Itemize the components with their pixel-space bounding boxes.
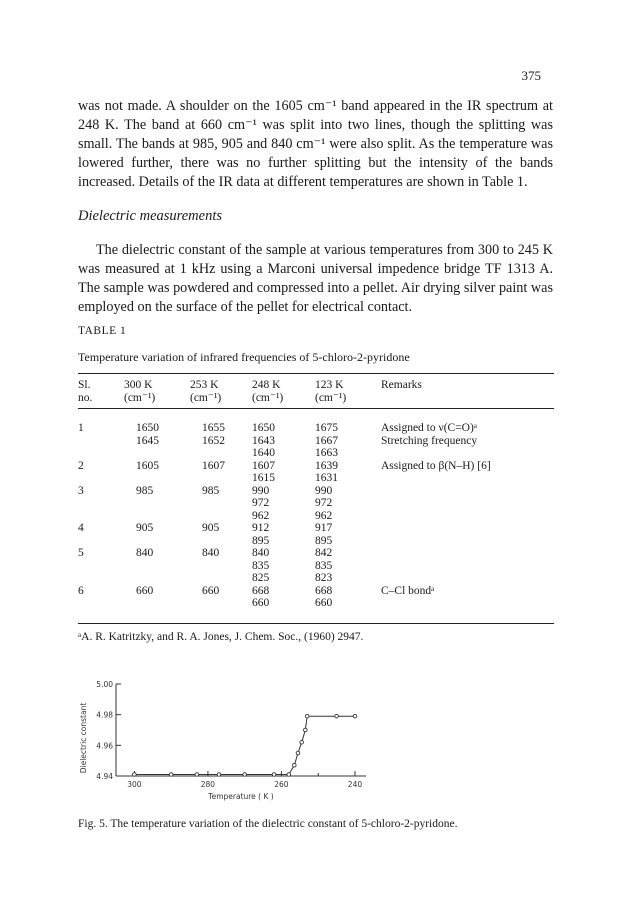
table-caption: Temperature variation of infrared frequencies of 5-chloro-2-pyridone (78, 350, 410, 364)
serial-number-cell: 4 (78, 522, 84, 534)
serial-number-cell: 1 (78, 422, 84, 434)
serial-number-cell (78, 497, 124, 510)
serial-number-cell (78, 447, 124, 460)
y-tick-label: 5.00 (96, 680, 113, 689)
table-row (78, 560, 554, 573)
frequency-cell: 962 (315, 509, 333, 522)
ir-frequency-table (78, 379, 554, 610)
remarks-cell (381, 535, 554, 548)
frequency-cell: 840 (202, 547, 220, 559)
remarks-cell: Assigned to ν(C=O)ᵃ (381, 422, 477, 434)
frequency-cell (124, 447, 190, 460)
frequency-cell: 1607 (252, 459, 275, 472)
table-row (78, 485, 554, 498)
series-line (134, 716, 355, 774)
data-point (353, 714, 357, 718)
data-point (243, 773, 247, 777)
table-row (78, 510, 554, 523)
frequency-cell: 905 (136, 522, 154, 534)
frequency-cell: 917 (315, 522, 333, 534)
frequency-cell: 1663 (315, 447, 338, 459)
remarks-cell (381, 485, 554, 498)
remarks-cell (381, 572, 554, 585)
serial-number-cell: 2 (78, 459, 84, 472)
y-tick-label: 4.98 (96, 710, 113, 720)
frequency-cell (190, 560, 252, 573)
data-point (217, 773, 221, 777)
serial-number-cell (78, 535, 124, 548)
data-point (287, 773, 291, 777)
frequency-cell: 668 (252, 584, 270, 597)
frequency-cell: 1640 (252, 447, 275, 459)
table-footnote: ᵃA. R. Katritzky, and R. A. Jones, J. Chem. Soc., (1960) 2947. (78, 631, 364, 643)
remarks-cell (381, 510, 554, 523)
serial-number-cell (78, 597, 124, 610)
serial-number-cell: 6 (78, 584, 84, 597)
data-point (304, 728, 308, 732)
column-header: 253 K (cm⁻¹) (190, 379, 222, 404)
frequency-cell: 1639 (315, 459, 338, 472)
frequency-cell: 1650 (252, 422, 275, 434)
frequency-cell: 823 (315, 572, 333, 584)
serial-number-cell: 3 (78, 484, 84, 497)
body-paragraph: was not made. A shoulder on the 1605 cm⁻¹ band appeared in the IR spectrum at 248 K. The band at 660 cm⁻¹ was split into two lines, though the splitting was small. The bands at 985, 905 and 840 cm⁻¹ were also split. As the temperature was lowered further, there was no further splitting but the intensity of the bands increased. Details of the IR data at different temperatures are shown in Table 1. (78, 98, 553, 190)
frequency-cell: 660 (136, 584, 154, 597)
table-row (78, 435, 554, 448)
serial-number-cell: 5 (78, 547, 84, 559)
table-row (78, 572, 554, 585)
frequency-cell: 990 (252, 484, 270, 497)
frequency-cell: 972 (315, 497, 333, 509)
frequency-cell: 1605 (136, 459, 159, 472)
x-tick-label: 240 (347, 780, 363, 789)
remarks-cell (381, 560, 554, 573)
x-tick-label: 260 (274, 780, 289, 789)
table-top-rule (78, 373, 554, 374)
frequency-cell: 840 (252, 547, 270, 559)
frequency-cell: 668 (315, 584, 333, 597)
table-row (78, 472, 554, 485)
table-row (78, 497, 554, 510)
dielectric-constant-chart (78, 672, 368, 812)
frequency-cell: 840 (136, 547, 154, 559)
frequency-cell: 962 (252, 509, 270, 522)
frequency-cell (124, 597, 190, 610)
data-point (305, 714, 309, 718)
remarks-cell (381, 447, 554, 460)
frequency-cell: 972 (252, 497, 270, 509)
page-number: 375 (521, 68, 541, 83)
table-row (78, 460, 554, 473)
frequency-cell: 842 (315, 547, 333, 559)
frequency-cell (124, 560, 190, 573)
frequency-cell: 1643 (252, 434, 275, 447)
frequency-cell: 1607 (202, 459, 225, 472)
column-header: Remarks (381, 379, 422, 391)
column-header: Sl. no. (78, 379, 93, 404)
frequency-cell (190, 535, 252, 548)
frequency-cell (190, 472, 252, 485)
table-row (78, 585, 554, 598)
frequency-cell (124, 510, 190, 523)
table-row (78, 535, 554, 548)
remarks-cell: Assigned to β(N–H) [6] (381, 459, 491, 472)
frequency-cell: 912 (252, 522, 270, 534)
frequency-cell: 895 (315, 534, 333, 547)
column-header: 123 K (cm⁻¹) (315, 379, 347, 404)
frequency-cell: 985 (136, 484, 154, 497)
data-point (169, 773, 173, 777)
x-tick-label: 300 (127, 780, 142, 789)
frequency-cell (124, 535, 190, 548)
frequency-cell: 1650 (136, 422, 159, 434)
remarks-cell (381, 597, 554, 610)
frequency-cell (190, 497, 252, 510)
frequency-cell: 1667 (315, 434, 338, 447)
frequency-cell (190, 572, 252, 585)
column-header: 300 K (cm⁻¹) (124, 379, 156, 404)
section-heading: Dielectric measurements (78, 208, 223, 224)
serial-number-cell (78, 572, 124, 585)
frequency-cell: 905 (202, 522, 220, 534)
table-label: TABLE 1 (78, 325, 127, 337)
frequency-cell (124, 472, 190, 485)
serial-number-cell (78, 435, 124, 448)
x-tick-label: 280 (200, 780, 216, 789)
frequency-cell: 1655 (202, 422, 225, 434)
frequency-cell (124, 572, 190, 585)
remarks-cell (381, 522, 554, 535)
table-row (78, 547, 554, 560)
frequency-cell: 660 (315, 597, 333, 609)
frequency-cell (190, 510, 252, 523)
data-point (195, 773, 199, 777)
remarks-cell (381, 472, 554, 485)
table-row (78, 447, 554, 460)
table-header-row (78, 379, 554, 406)
frequency-cell: 835 (252, 559, 270, 572)
frequency-cell: 895 (252, 534, 270, 547)
frequency-cell (190, 447, 252, 460)
table-bottom-rule (78, 623, 554, 624)
frequency-cell: 1645 (136, 434, 159, 447)
remarks-cell (381, 497, 554, 510)
column-header: 248 K (cm⁻¹) (252, 379, 284, 404)
table-row (78, 597, 554, 610)
data-point (272, 773, 276, 777)
data-point (335, 714, 339, 718)
data-point (296, 751, 300, 755)
data-point (293, 763, 297, 767)
table-row (78, 406, 554, 435)
frequency-cell: 985 (202, 484, 220, 497)
remarks-cell (381, 547, 554, 560)
y-tick-label: 4.94 (96, 772, 113, 781)
table-row (78, 522, 554, 535)
y-axis-label: Dielectric constant (79, 702, 88, 774)
frequency-cell: 835 (315, 559, 333, 572)
serial-number-cell (78, 560, 124, 573)
frequency-cell: 1652 (202, 434, 225, 447)
frequency-cell: 1615 (252, 472, 275, 484)
figure-caption: Fig. 5. The temperature variation of the dielectric constant of 5-chloro-2-pyridone. (78, 818, 458, 830)
body-paragraph: The dielectric constant of the sample at various temperatures from 300 to 245 K was measured at 1 kHz using a Marconi universal impedence bridge TF 1313 A. The sample was powdered and compressed into a pellet. Air drying silver paint was employed on the surface of the pellet for electrical contact. (78, 242, 553, 315)
serial-number-cell (78, 510, 124, 523)
frequency-cell (124, 497, 190, 510)
frequency-cell: 660 (202, 584, 220, 597)
frequency-cell: 990 (315, 484, 333, 497)
remarks-cell: Stretching frequency (381, 434, 478, 447)
frequency-cell: 1631 (315, 472, 338, 484)
frequency-cell: 1675 (315, 422, 338, 434)
serial-number-cell (78, 472, 124, 485)
frequency-cell: 660 (252, 597, 270, 609)
remarks-cell: C–Cl bondᵃ (381, 584, 435, 597)
y-tick-label: 4.96 (96, 741, 113, 751)
frequency-cell: 825 (252, 572, 270, 584)
data-point (133, 773, 137, 777)
frequency-cell (190, 597, 252, 610)
data-point (300, 740, 304, 744)
x-axis-label: Temperature ( K ) (208, 792, 274, 801)
